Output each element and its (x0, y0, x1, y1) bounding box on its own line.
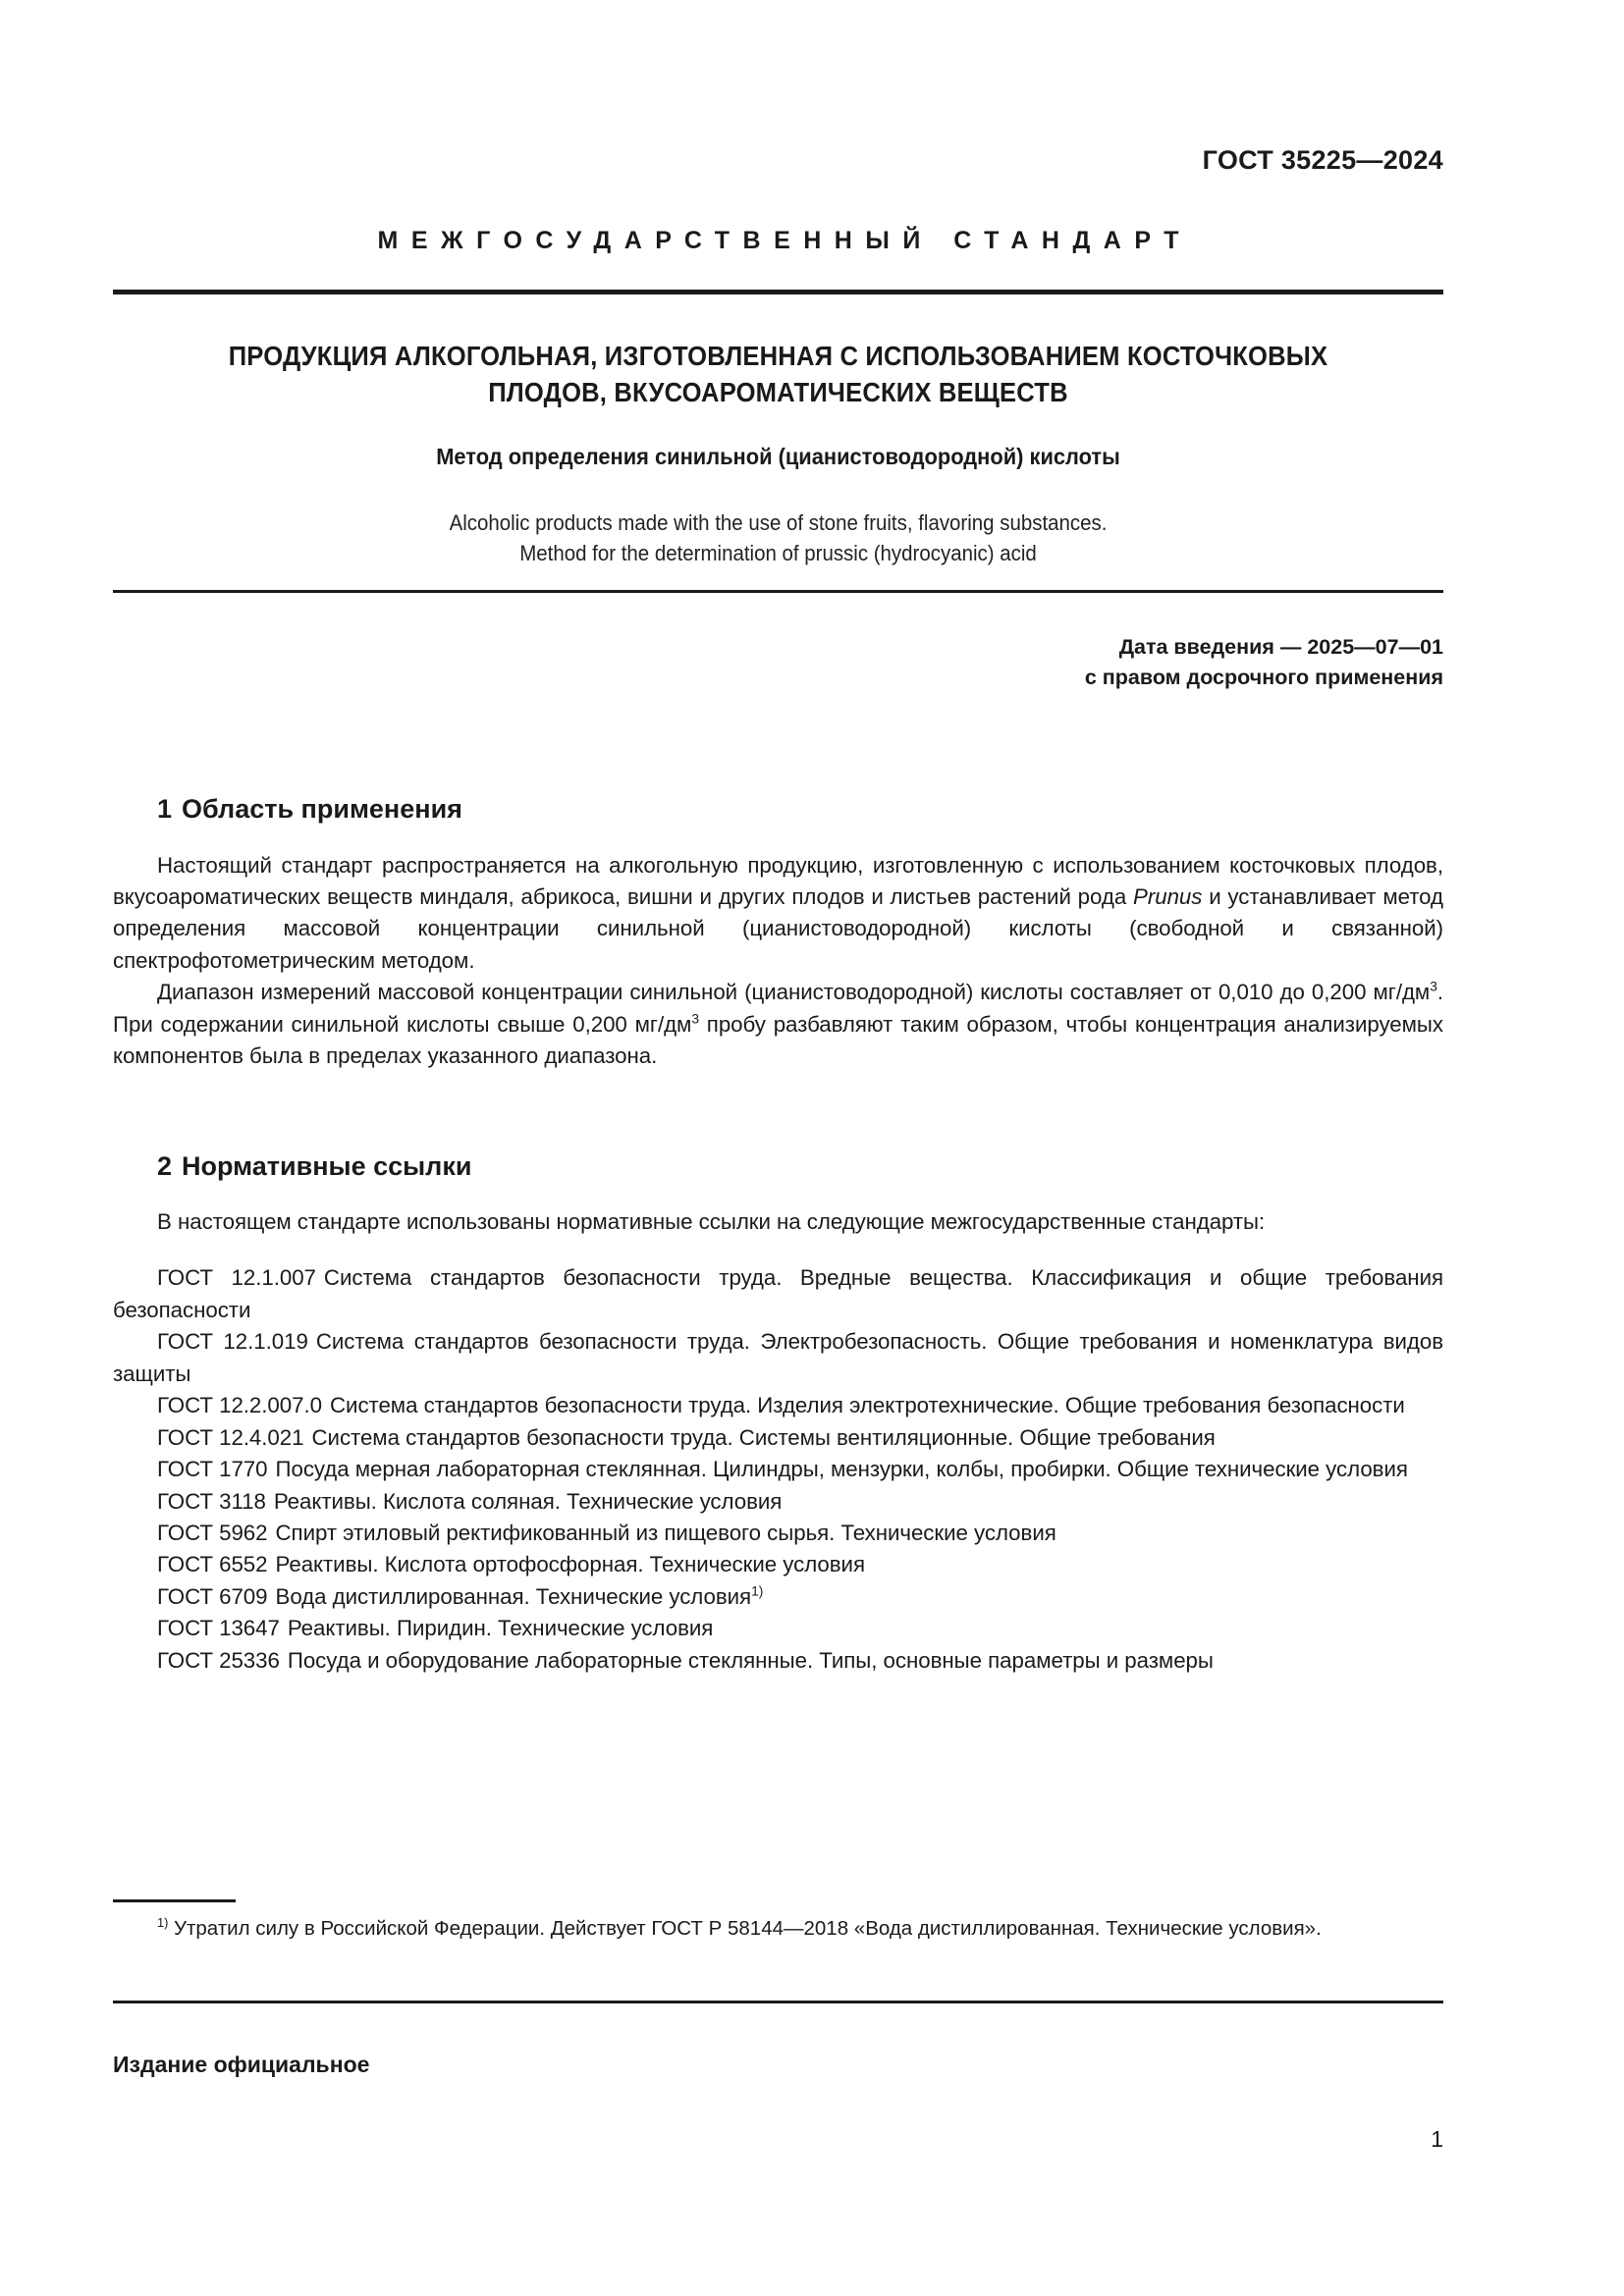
document-title-en (159, 507, 1396, 568)
reference-footnote-marker: 1) (751, 1582, 764, 1599)
document-title-en-line-1: Alcoholic products made with the use of stone fruits, flavoring substances. (449, 509, 1108, 535)
superscript-cubic-1: 3 (1430, 978, 1437, 994)
title-rule-top (113, 290, 1443, 294)
normative-reference-item (113, 1454, 1443, 1485)
section1-paragraph-2 (113, 977, 1443, 1072)
footer-rule (113, 2001, 1443, 2003)
normative-reference-list (113, 1262, 1443, 1677)
early-application-line: с правом досрочного применения (1084, 665, 1443, 689)
reference-text: Система стандартов безопасности труда. Системы вентиляционные. Общие требования (311, 1424, 1216, 1450)
reference-text: Посуда мерная лабораторная стеклянная. Цилиндры, мензурки, колбы, пробирки. Общие технические условия (275, 1457, 1408, 1482)
footnote-block (113, 1899, 1443, 1944)
standard-kicker: МЕЖГОСУДАРСТВЕННЫЙ СТАНДАРТ (377, 227, 1192, 254)
footnote-text: Утратил силу в Российской Федерации. Действует ГОСТ Р 58144—2018 «Вода дистиллированная. Технические условия». (168, 1917, 1322, 1940)
official-edition-label: Издание официальное (113, 2052, 370, 2077)
normative-reference-item (113, 1518, 1443, 1549)
normative-reference-item (113, 1390, 1443, 1421)
normative-reference-item (113, 1326, 1443, 1390)
reference-text: Система стандартов безопасности труда. Изделия электротехнические. Общие требования безопасности (329, 1393, 1405, 1418)
section1-paragraph-1-part-a: Настоящий стандарт распространяется на алкогольную продукцию, изготовленную с использованием косточковых плодов, вкусоароматических веществ миндаля, абрикоса, вишни и других плодов и листьев растений рода (113, 852, 1443, 909)
footnote-marker: 1) (157, 1915, 169, 1931)
reference-text: Вода дистиллированная. Технические условия (275, 1583, 752, 1609)
reference-text: Спирт этиловый ректификованный из пищевого сырья. Технические условия (275, 1520, 1056, 1545)
reference-text: Посуда и оборудование лабораторные стеклянные. Типы, основные параметры и размеры (287, 1647, 1214, 1673)
footnote-1 (113, 1914, 1443, 1944)
section-heading-1 (113, 793, 1443, 825)
page-number: 1 (1431, 2126, 1443, 2152)
normative-reference-item (113, 1262, 1443, 1326)
document-subtitle-ru: Метод определения синильной (цианистоводородной) кислоты (436, 444, 1120, 470)
normative-reference-item (113, 1613, 1443, 1644)
reference-code: ГОСТ 12.4.021 (157, 1424, 304, 1450)
section-heading-2 (113, 1150, 1443, 1182)
section-number-2: 2 (157, 1150, 173, 1181)
reference-code: ГОСТ 6709 (157, 1583, 268, 1609)
section-number-1: 1 (157, 794, 173, 825)
reference-text: Реактивы. Пиридин. Технические условия (287, 1616, 714, 1641)
footnote-separator (113, 1899, 236, 1902)
document-title-en-line-2: Method for the determination of prussic (hydrocyanic) acid (519, 540, 1037, 565)
section1-paragraph-1 (113, 850, 1443, 978)
reference-code: ГОСТ 13647 (157, 1616, 280, 1641)
reference-code: ГОСТ 5962 (157, 1520, 268, 1545)
genus-name-prunus: Prunus (1133, 884, 1203, 909)
document-title-ru-line-1: ПРОДУКЦИЯ АЛКОГОЛЬНАЯ, ИЗГОТОВЛЕННАЯ С ИСПОЛЬЗОВАНИЕМ КОСТОЧКОВЫХ (228, 341, 1328, 371)
reference-text: Реактивы. Кислота ортофосфорная. Технические условия (275, 1552, 865, 1577)
reference-code: ГОСТ 25336 (157, 1647, 280, 1673)
superscript-cubic-2: 3 (691, 1010, 699, 1027)
reference-code: ГОСТ 6552 (157, 1552, 268, 1577)
section-title-2: Нормативные ссылки (182, 1150, 472, 1181)
reference-code: ГОСТ 12.1.007 (157, 1265, 316, 1291)
reference-text: Система стандартов безопасности труда. Вредные вещества. Классификация и общие требования безопасности (113, 1265, 1443, 1322)
reference-code: ГОСТ 12.1.019 (157, 1329, 308, 1355)
document-number: ГОСТ 35225—2024 (1202, 145, 1443, 175)
normative-reference-item (113, 1486, 1443, 1518)
reference-text: Реактивы. Кислота соляная. Технические условия (273, 1488, 783, 1514)
title-rule-bottom (113, 590, 1443, 593)
section1-paragraph-2-part-a: Диапазон измерений массовой концентрации синильной (цианистоводородной) кислоты составляет от 0,010 до 0,200 мг/дм (157, 980, 1431, 1005)
section1-paragraph-2-part-c: пробу разбавляют таким образом, чтобы концентрация анализируемых компонентов была в пределах указанного диапазона. (113, 1011, 1443, 1069)
reference-code: ГОСТ 1770 (157, 1457, 268, 1482)
page-content (113, 0, 1443, 1677)
reference-code: ГОСТ 3118 (157, 1488, 266, 1514)
section1-paragraph-1-part-b: и устанавливает метод определения массовой концентрации синильной (цианистоводородной) кислоты (свободной и связанной) спектрофотометрическим методом. (113, 884, 1443, 973)
reference-code: ГОСТ 12.2.007.0 (157, 1393, 322, 1418)
document-title-ru-line-2: ПЛОДОВ, ВКУСОАРОМАТИЧЕСКИХ ВЕЩЕСТВ (488, 376, 1068, 407)
effective-date-line: Дата введения — 2025—07—01 (1118, 635, 1443, 660)
normative-reference-item (113, 1645, 1443, 1677)
reference-text: Система стандартов безопасности труда. Электробезопасность. Общие требования и номенклатура видов защиты (113, 1329, 1444, 1386)
normative-reference-item (113, 1422, 1443, 1454)
document-title-ru (159, 339, 1396, 410)
section-title-1: Область применения (182, 794, 462, 825)
effective-date-block (113, 632, 1443, 692)
section2-intro: В настоящем стандарте использованы нормативные ссылки на следующие межгосударственные стандарты: (157, 1209, 1266, 1235)
normative-reference-item (113, 1549, 1443, 1580)
section1-paragraph-2-part-b: . При содержании синильной кислоты свыше 0,200 мг/дм (113, 980, 1443, 1037)
normative-reference-item (113, 1581, 1443, 1613)
